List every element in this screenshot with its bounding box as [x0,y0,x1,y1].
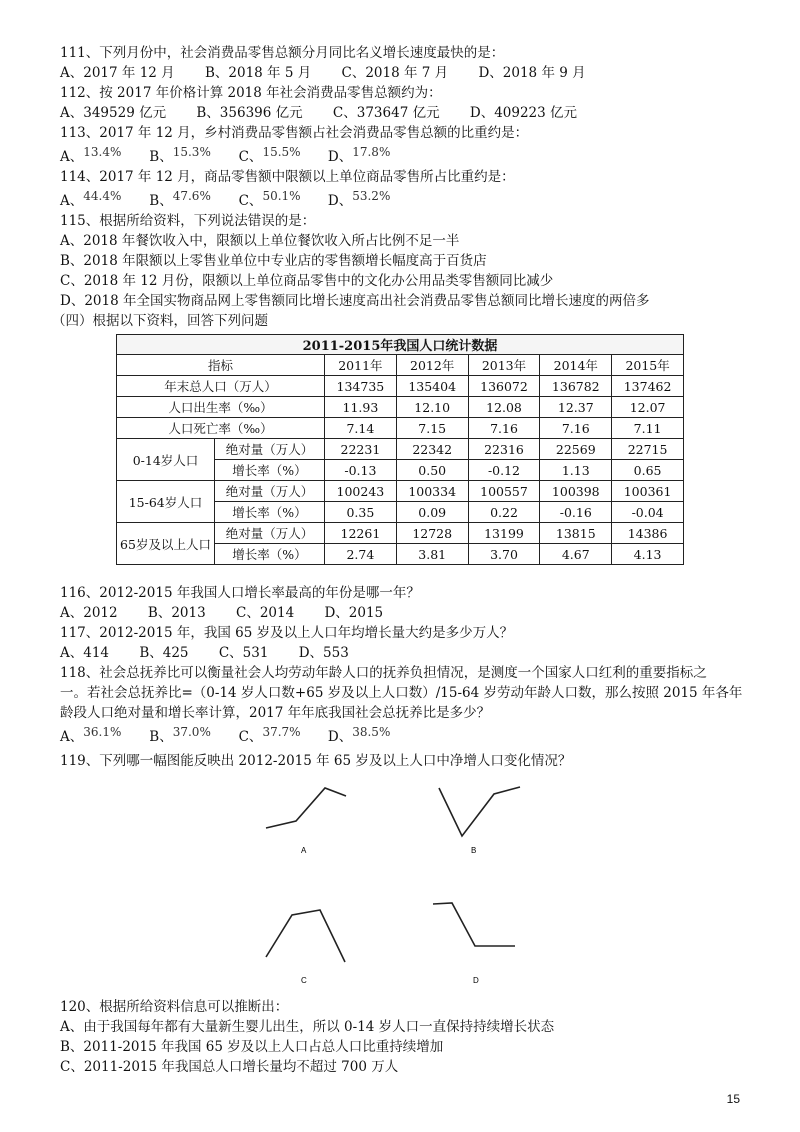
table-cell: 7.11 [612,418,684,439]
row-label: 绝对量（万人） [215,523,325,544]
q113-value-c: 15.5% [262,145,301,159]
q115-option-c: C、2018 年 12 月份，限额以上单位商品零售中的文化办公用品类零售额同比减少 [60,273,554,289]
q111-option-d: D、2018 年 9 月 [478,65,586,81]
q111-option-b: B、2018 年 5 月 [204,65,312,81]
figure-d-label: D [473,976,479,985]
q117-option-a: A、414 [60,645,110,661]
row-label: 增长率（%） [215,502,325,523]
table-header-year: 2014年 [540,355,612,376]
q118-letter-a: A、 [60,729,84,745]
table-cell: 2.74 [325,544,397,565]
table-cell: -0.16 [540,502,612,523]
table-cell: 100557 [468,481,540,502]
table-cell: 134735 [325,376,397,397]
table-cell: 7.15 [396,418,468,439]
table-cell: 3.81 [396,544,468,565]
q113-stem: 113、2017 年 12 月，乡村消费品零售额占社会消费品零售总额的比重约是： [60,125,529,141]
table-cell: 12728 [396,523,468,544]
q116-option-b: B、2013 [147,605,206,621]
q118-stem-line-1: 118、社会总抚养比可以衡量社会人均劳动年龄人口的抚养负担情况，是测度一个国家人口红利的重要指标之 [60,665,707,681]
table-header-year: 2012年 [396,355,468,376]
figure-a-label: A [301,846,307,855]
q118-stem-line-3: 龄段人口绝对量和增长率计算，2017 年年底我国社会总抚养比是多少？ [60,705,491,721]
q117-option-d: D、553 [298,645,349,661]
q112-option-d: D、409223 亿元 [469,105,578,121]
figure-d-line [433,903,515,946]
row-label: 人口死亡率（‰） [117,418,325,439]
q120-option-a: A、由于我国每年都有大量新生婴儿出生，所以 0-14 岁人口一直保持持续增长状态 [60,1019,555,1035]
row-label: 增长率（%） [215,460,325,481]
table-cell: 136072 [468,376,540,397]
figure-b-line [439,787,520,836]
q112-option-a: A、349529 亿元 [60,105,167,121]
table-cell: 0.35 [325,502,397,523]
group-label: 15-64岁人口 [117,481,215,523]
table-cell: 7.14 [325,418,397,439]
table-cell: -0.13 [325,460,397,481]
table-header-year: 2013年 [468,355,540,376]
q116-option-a: A、2012 [60,605,118,621]
q111-option-a: A、2017 年 12 月 [60,65,175,81]
figure-c-label: C [301,976,307,985]
table-cell: 12.08 [468,397,540,418]
q114-value-c: 50.1% [262,189,301,203]
table-cell: 136782 [540,376,612,397]
table-cell: 0.22 [468,502,540,523]
q118-value-c: 37.7% [262,725,301,739]
table-cell: 7.16 [540,418,612,439]
table-header-indicator: 指标 [117,355,325,376]
table-cell: 12.37 [540,397,612,418]
row-label: 增长率（%） [215,544,325,565]
figure-a-line [266,788,346,828]
table-cell: 22231 [325,439,397,460]
q116-stem: 116、2012-2015 年我国人口增长率最高的年份是哪一年？ [60,585,420,601]
q117-option-b: B、425 [139,645,189,661]
table-cell: -0.04 [612,502,684,523]
table-cell: 11.93 [325,397,397,418]
q117-option-c: C、531 [218,645,269,661]
table-cell: 7.16 [468,418,540,439]
table-cell: 0.65 [612,460,684,481]
q117-stem: 117、2012-2015 年，我国 65 岁及以上人口年均增长量大约是多少万人？ [60,625,514,641]
table-cell: 22342 [396,439,468,460]
q115-option-b: B、2018 年限额以上零售业单位中专业店的零售额增长幅度高于百货店 [60,253,487,269]
table-cell: 1.13 [540,460,612,481]
q118-letter-d: D、 [327,729,353,745]
q115-option-a: A、2018 年餐饮收入中，限额以上单位餐饮收入所占比例不足一半 [60,233,460,249]
q111-stem: 111、下列月份中，社会消费品零售总额分月同比名义增长速度最快的是： [60,45,505,61]
table-header-year: 2015年 [612,355,684,376]
table-title: 2011-2015年我国人口统计数据 [117,335,684,355]
q118-letter-b: B、 [149,729,173,745]
row-label: 人口出生率（‰） [117,397,325,418]
table-cell: 12.07 [612,397,684,418]
table-cell: 4.13 [612,544,684,565]
q118-value-d: 38.5% [352,725,391,739]
table-cell: 12261 [325,523,397,544]
table-cell: 12.10 [396,397,468,418]
q114-letter-d: D、 [327,193,353,209]
table-cell: 100334 [396,481,468,502]
q116-option-d: D、2015 [324,605,384,621]
table-cell: 0.09 [396,502,468,523]
table-cell: 100361 [612,481,684,502]
table-cell: 137462 [612,376,684,397]
q120-stem: 120、根据所给资料信息可以推断出： [60,999,289,1015]
group-label: 65岁及以上人口 [117,523,215,565]
row-label: 年末总人口（万人） [117,376,325,397]
q114-letter-c: C、 [238,193,263,209]
table-header-year: 2011年 [325,355,397,376]
table-cell: 135404 [396,376,468,397]
table-cell: 13815 [540,523,612,544]
section-4-heading: （四）根据以下资料，回答下列问题 [52,313,268,329]
q120-option-c: C、2011-2015 年我国总人口增长量均不超过 700 万人 [60,1059,399,1075]
table-cell: 3.70 [468,544,540,565]
q114-letter-a: A、 [60,193,84,209]
table-cell: -0.12 [468,460,540,481]
q118-stem-line-2: 一。若社会总抚养比=（0-14 岁人口数+65 岁及以上人口数）/15-64 岁劳动年龄人口数，那么按照 2015 年各年 [60,685,743,701]
q118-letter-c: C、 [238,729,263,745]
table-cell: 0.50 [396,460,468,481]
q112-option-c: C、373647 亿元 [332,105,440,121]
q112-option-b: B、356396 亿元 [196,105,303,121]
table-cell: 4.67 [540,544,612,565]
q113-letter-d: D、 [327,149,353,165]
q113-value-a: 13.4% [83,145,122,159]
table-cell: 100243 [325,481,397,502]
row-label: 绝对量（万人） [215,439,325,460]
figure-c-line [266,910,345,962]
q114-value-b: 47.6% [172,189,211,203]
q118-value-b: 37.0% [172,725,211,739]
q113-letter-b: B、 [149,149,173,165]
q114-letter-b: B、 [149,193,173,209]
q114-value-d: 53.2% [352,189,391,203]
table-cell: 13199 [468,523,540,544]
table-cell: 14386 [612,523,684,544]
q118-value-a: 36.1% [83,725,122,739]
q115-option-d: D、2018 年全国实物商品网上零售额同比增长速度高出社会消费品零售总额同比增长速度的两倍多 [60,293,650,309]
q113-value-b: 15.3% [172,145,211,159]
group-label: 0-14岁人口 [117,439,215,481]
q120-option-b: B、2011-2015 年我国 65 岁及以上人口占总人口比重持续增加 [60,1039,444,1055]
q112-stem: 112、按 2017 年价格计算 2018 年社会消费品零售总额约为： [60,85,442,101]
q111-option-c: C、2018 年 7 月 [341,65,449,81]
page-number: 15 [726,1092,740,1106]
table-cell: 100398 [540,481,612,502]
figure-b-label: B [471,846,477,855]
q114-value-a: 44.4% [83,189,122,203]
q113-letter-c: C、 [238,149,263,165]
table-cell: 22316 [468,439,540,460]
q119-stem: 119、下列哪一幅图能反映出 2012-2015 年 65 岁及以上人口中净增人口变化情况？ [60,753,572,769]
q114-stem: 114、2017 年 12 月，商品零售额中限额以上单位商品零售所占比重约是： [60,169,515,185]
q116-option-c: C、2014 [235,605,295,621]
q115-stem: 115、根据所给资料，下列说法错误的是： [60,213,316,229]
q113-letter-a: A、 [60,149,84,165]
row-label: 绝对量（万人） [215,481,325,502]
table-cell: 22715 [612,439,684,460]
q113-value-d: 17.8% [352,145,391,159]
table-cell: 22569 [540,439,612,460]
